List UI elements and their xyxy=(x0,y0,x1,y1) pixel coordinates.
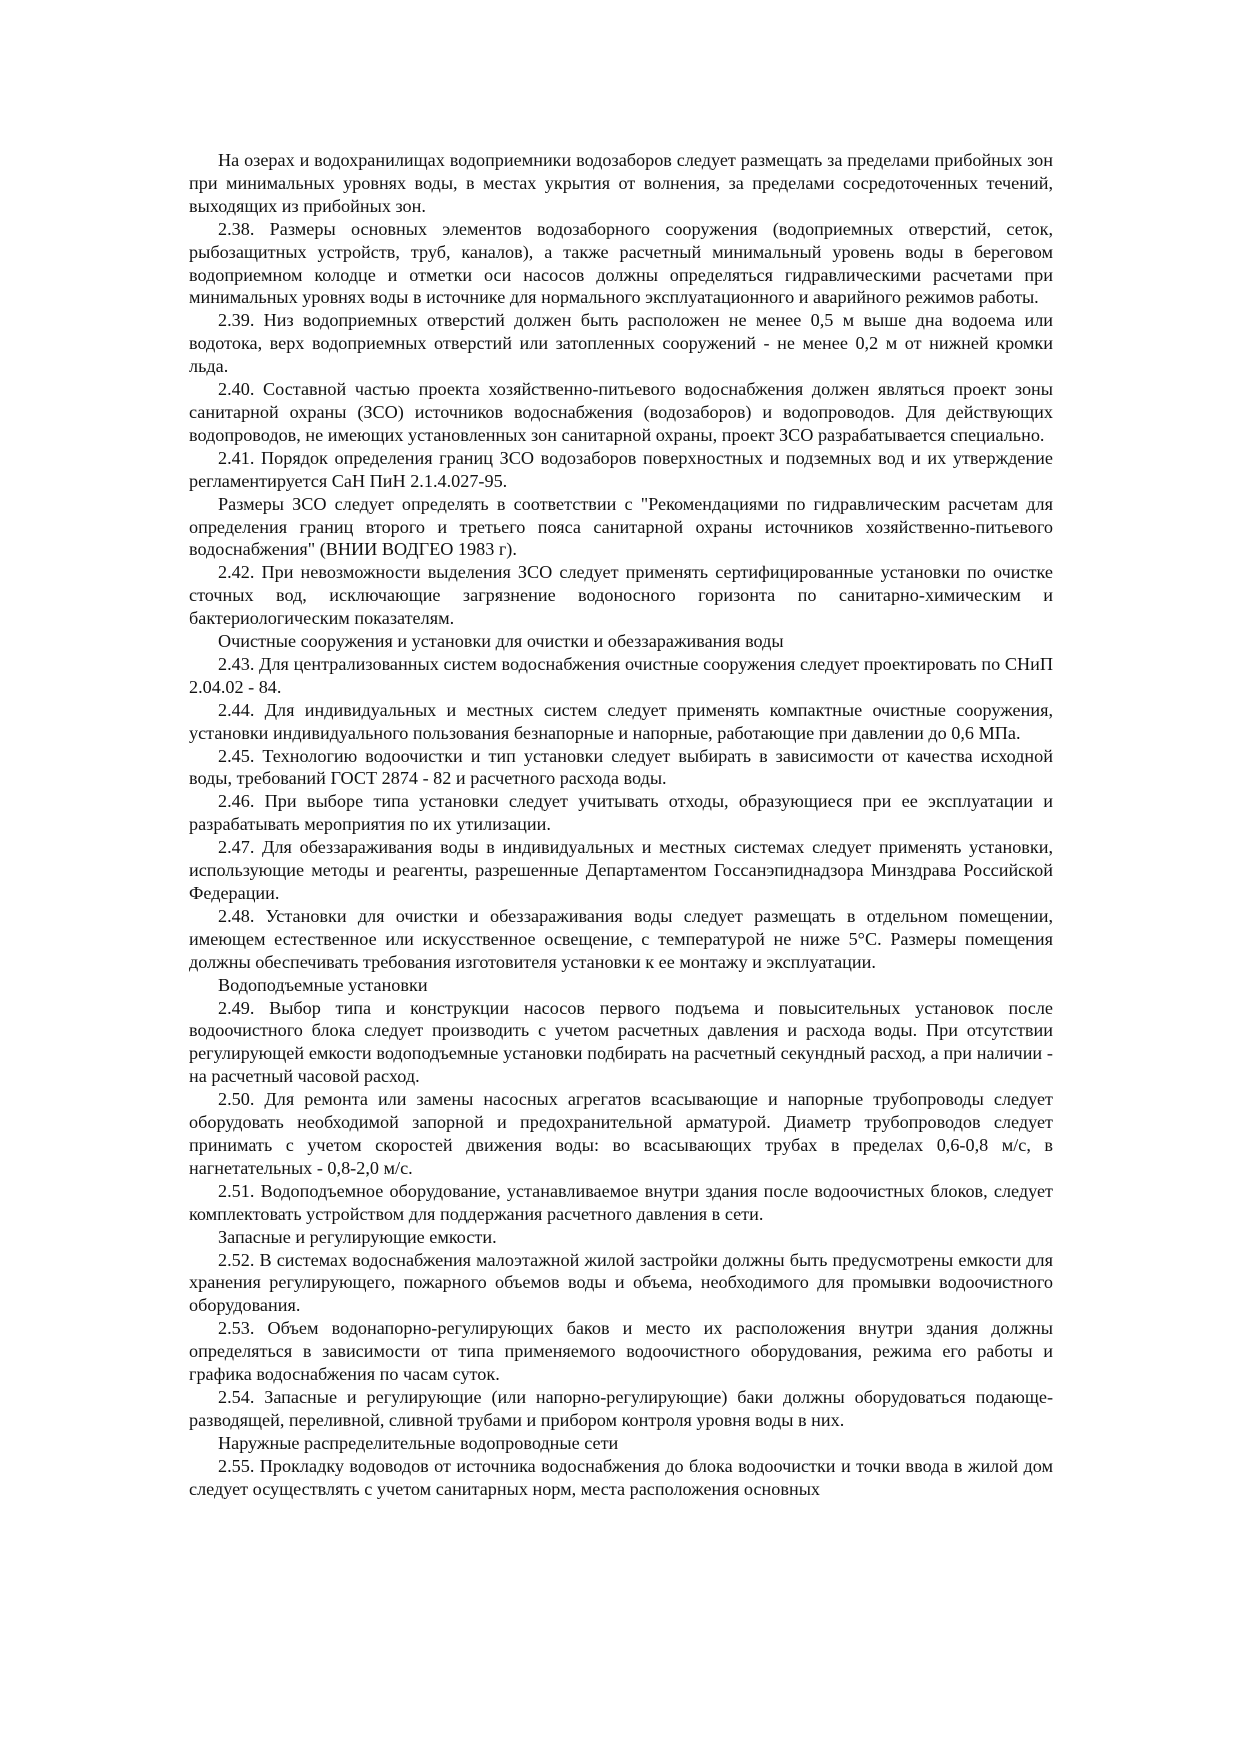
paragraph-2-40: 2.40. Составной частью проекта хозяйственно-питьевого водоснабжения должен являться проект зоны санитарной охраны (ЗСО) источников водоснабжения (водозаборов) и водопроводов. Для действующих водопроводов, не имеющих установленных зон санитарной охраны, проект ЗСО разрабатывается специально. xyxy=(189,379,1053,445)
section-heading-pumping: Водоподъемные установки xyxy=(218,974,428,995)
paragraph-lake-intakes: На озерах и водохранилищах водоприемники водозаборов следует размещать за пределами прибойных зон при минимальных уровнях воды, в местах укрытия от волнения, за пределами сосредоточенных течений, выходящих из прибойных зон. xyxy=(189,150,1053,216)
section-heading-networks: Наружные распределительные водопроводные сети xyxy=(218,1432,619,1453)
paragraph-2-46: 2.46. При выборе типа установки следует учитывать отходы, образующиеся при ее эксплуатации и разрабатывать мероприятия по их утилизации. xyxy=(189,791,1053,835)
paragraph-2-51: 2.51. Водоподъемное оборудование, устанавливаемое внутри здания после водоочистных блоков, следует комплектовать устройством для поддержания расчетного давления в сети. xyxy=(189,1180,1053,1224)
paragraph-2-52: 2.52. В системах водоснабжения малоэтажной жилой застройки должны быть предусмотрены емкости для хранения регулирующего, пожарного объемов воды и объема, необходимого для промывки водоочистного оборудования. xyxy=(189,1249,1053,1316)
paragraph-2-49: 2.49. Выбор типа и конструкции насосов первого подъема и повысительных установок после водоочистного блока следует производить с учетом расчетных давления и расхода воды. При отсутствии регулирующей емкости водоподъемные установки подбирать на расчетный секундный расход, а при наличии - на расчетный часовой расход. xyxy=(189,997,1053,1087)
paragraph-2-53: 2.53. Объем водонапорно-регулирующих баков и место их расположения внутри здания должны определяться в зависимости от типа применяемого водоочистного оборудования, режима его работы и графика водоснабжения по часам суток. xyxy=(189,1318,1053,1385)
paragraph-2-45: 2.45. Технологию водоочистки и тип установки следует выбирать в зависимости от качества исходной воды, требований ГОСТ 2874 - 82 и расчетного расхода воды. xyxy=(189,745,1053,789)
paragraph-2-42: 2.42. При невозможности выделения ЗСО следует применять сертифицированные установки по очистке сточных вод, исключающие загрязнение водоносного горизонта по санитарно-химическим и бактериологическим показателям. xyxy=(189,562,1053,629)
paragraph-2-50: 2.50. Для ремонта или замены насосных агрегатов всасывающие и напорные трубопроводы следует оборудовать необходимой запорной и предохранительной арматурой. Диаметр трубопроводов следует принимать с учетом скоростей движения воды: во всасывающих трубах в пределах 0,6-0,8 м/с, в нагнетательных - 0,8-2,0 м/с. xyxy=(189,1089,1053,1178)
document-page xyxy=(189,149,1053,1500)
paragraph-2-41: 2.41. Порядок определения границ ЗСО водозаборов поверхностных и подземных вод и их утверждение регламентируется СаН ПиН 2.1.4.027-95. xyxy=(189,447,1053,491)
paragraph-2-38: 2.38. Размеры основных элементов водозаборного сооружения (водоприемных отверстий, сеток, рыбозащитных устройств, труб, каналов), а также расчетный минимальный уровень воды в береговом водоприемном колодце и отметки оси насосов должны определяться гидравлическими расчетами при минимальных уровнях воды в источнике для нормального эксплуатационного и аварийного режимов работы. xyxy=(189,218,1053,308)
paragraph-2-43: 2.43. Для централизованных систем водоснабжения очистные сооружения следует проектировать по СНиП 2.04.02 - 84. xyxy=(189,653,1053,697)
paragraph-2-44: 2.44. Для индивидуальных и местных систем следует применять компактные очистные сооружения, установки индивидуального пользования безнапорные и напорные, работающие при давлении до 0,6 МПа. xyxy=(189,699,1053,743)
paragraph-zso-sizes: Размеры ЗСО следует определять в соответствии с "Рекомендациями по гидравлическим расчетам для определения границ второго и третьего пояса санитарной охраны источников хозяйственно-питьевого водоснабжения" (ВНИИ ВОДГЕО 1983 г). xyxy=(189,493,1053,560)
section-heading-tanks: Запасные и регулирующие емкости. xyxy=(218,1226,497,1247)
section-heading-treatment: Очистные сооружения и установки для очистки и обеззараживания воды xyxy=(218,631,784,652)
paragraph-2-47: 2.47. Для обеззараживания воды в индивидуальных и местных системах следует применять установки, использующие методы и реагенты, разрешенные Департаментом Госсанэпиднадзора Минздрава Российской Федерации. xyxy=(189,837,1053,903)
paragraph-2-55: 2.55. Прокладку водоводов от источника водоснабжения до блока водоочистки и точки ввода в жилой дом следует осуществлять с учетом санитарных норм, места расположения основных xyxy=(189,1455,1053,1499)
paragraph-2-39: 2.39. Низ водоприемных отверстий должен быть расположен не менее 0,5 м выше дна водоема или водотока, верх водоприемных отверстий или затопленных сооружений - не менее 0,2 м от нижней кромки льда. xyxy=(189,310,1053,377)
paragraph-2-48: 2.48. Установки для очистки и обеззараживания воды следует размещать в отдельном помещении, имеющем естественное или искусственное освещение, с температурой не ниже 5°С. Размеры помещения должны обеспечивать требования изготовителя установки к ее монтажу и эксплуатации. xyxy=(189,905,1053,972)
paragraph-2-54: 2.54. Запасные и регулирующие (или напорно-регулирующие) баки должны оборудоваться подающе-разводящей, переливной, сливной трубами и прибором контроля уровня воды в них. xyxy=(189,1386,1053,1430)
